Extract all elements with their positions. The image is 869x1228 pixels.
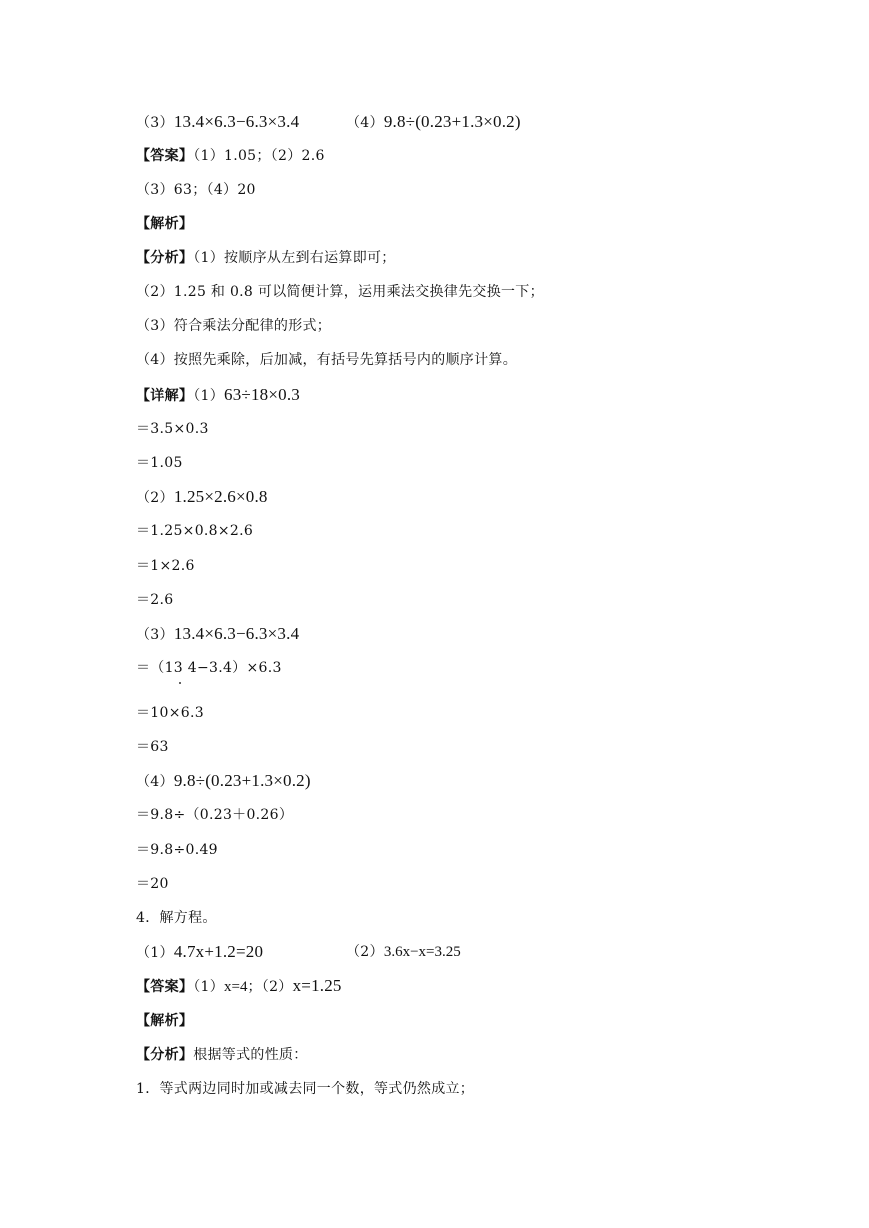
analysis-text-6: 1．等式两边同时加或减去同一个数，等式仍然成立； (136, 1081, 475, 1097)
step-line (136, 703, 204, 723)
detail-label-4: （4） (136, 774, 174, 790)
equation-label-2: （2） (346, 944, 384, 960)
answer-line-3 (136, 976, 342, 997)
step-text: ＝63 (136, 739, 169, 755)
fenxi-tag-2: 【分析】 (136, 1047, 194, 1063)
answer-line-2 (136, 180, 256, 200)
analysis-heading-2 (136, 1011, 193, 1031)
analysis-line-2 (136, 282, 544, 302)
analysis-line-3 (136, 316, 331, 336)
answer-line-1 (136, 146, 325, 166)
answer-text-1: （1）1.05；（2）2.6 (193, 148, 325, 164)
answer-separator: ；（2） (247, 979, 293, 995)
detail-line-2 (136, 487, 268, 508)
step-text: ＝（13 4−3.4）×6.3 (136, 660, 282, 676)
step-line (136, 805, 293, 825)
step-text: ＝1.05 (136, 455, 183, 471)
analysis-tag: 【解析】 (136, 216, 194, 232)
expression-4: 9.8÷(0.23+1.3×0.2) (383, 112, 521, 131)
step-line (136, 556, 195, 576)
answer-expression-1: x=4 (224, 979, 248, 995)
step-text: ＝1.25×0.8×2.6 (136, 523, 254, 539)
fenxi-tag: 【分析】 (136, 250, 194, 266)
step-text: ＝10×6.3 (136, 705, 204, 721)
analysis-text-4: （4）按照先乘除，后加减，有括号先算括号内的顺序计算。 (136, 352, 518, 368)
step-line (136, 840, 218, 860)
label-4: （4） (346, 115, 384, 131)
detail-expression-2: 1.25×2.6×0.8 (173, 487, 268, 506)
expression-3: 13.4×6.3−6.3×3.4 (173, 112, 300, 131)
detail-tag: 【详解】 (136, 388, 194, 404)
analysis-text-5: 根据等式的性质： (193, 1047, 308, 1063)
answer-expression-2: x=1.25 (292, 976, 342, 995)
step-line (136, 453, 183, 473)
step-text: ＝3.5×0.3 (136, 421, 209, 437)
analysis-tag-2: 【解析】 (136, 1013, 194, 1029)
step-line (136, 737, 169, 757)
analysis-text-2: （2）1.25 和 0.8 可以简便计算，运用乘法交换律先交换一下； (136, 284, 544, 300)
analysis-line-1 (136, 248, 396, 268)
step-line (136, 419, 209, 439)
equation-2-line (346, 942, 461, 962)
analysis-text-3: （3）符合乘法分配律的形式； (136, 318, 332, 334)
problem-4-line (346, 112, 521, 133)
answer-tag-2: 【答案】 (136, 979, 194, 995)
detail-label-2: （2） (136, 490, 174, 506)
step-line (136, 658, 282, 678)
step-line (136, 874, 169, 894)
detail-line-1 (136, 385, 300, 406)
equation-1: 4.7x+1.2=20 (173, 942, 264, 961)
answer-text-2: （3）63；（4）20 (136, 182, 256, 198)
detail-expression-1: 63÷18×0.3 (224, 385, 300, 404)
answer-label-1: （1） (193, 979, 225, 995)
step-text: ＝2.6 (136, 592, 174, 608)
step-text: ＝9.8÷（0.23＋0.26） (136, 807, 294, 823)
detail-label-3: （3） (136, 627, 174, 643)
equation-1-line (136, 942, 263, 963)
analysis-line-4 (136, 350, 517, 370)
analysis-heading (136, 214, 193, 234)
detail-line-3 (136, 624, 299, 645)
detail-expression-4: 9.8÷(0.23+1.3×0.2) (173, 771, 311, 790)
detail-expression-3: 13.4×6.3−6.3×3.4 (173, 624, 300, 643)
analysis-line-6 (136, 1079, 474, 1099)
step-text: ＝9.8÷0.49 (136, 842, 218, 858)
detail-label-1: （1） (193, 388, 225, 404)
question-4-text: 4．解方程。 (136, 910, 217, 926)
answer-tag: 【答案】 (136, 148, 194, 164)
step-text: ＝20 (136, 876, 169, 892)
question-4-heading (136, 908, 217, 928)
decimal-point-mark (179, 682, 181, 684)
analysis-line-5 (136, 1045, 308, 1065)
detail-line-4 (136, 771, 311, 792)
step-text: ＝1×2.6 (136, 558, 195, 574)
label-3: （3） (136, 115, 174, 131)
equation-label-1: （1） (136, 945, 174, 961)
step-line (136, 521, 253, 541)
equation-2: 3.6x−x=3.25 (383, 944, 461, 960)
analysis-text-1: （1）按顺序从左到右运算即可； (193, 250, 396, 266)
step-line (136, 590, 173, 610)
problem-3-4-line (136, 112, 299, 133)
